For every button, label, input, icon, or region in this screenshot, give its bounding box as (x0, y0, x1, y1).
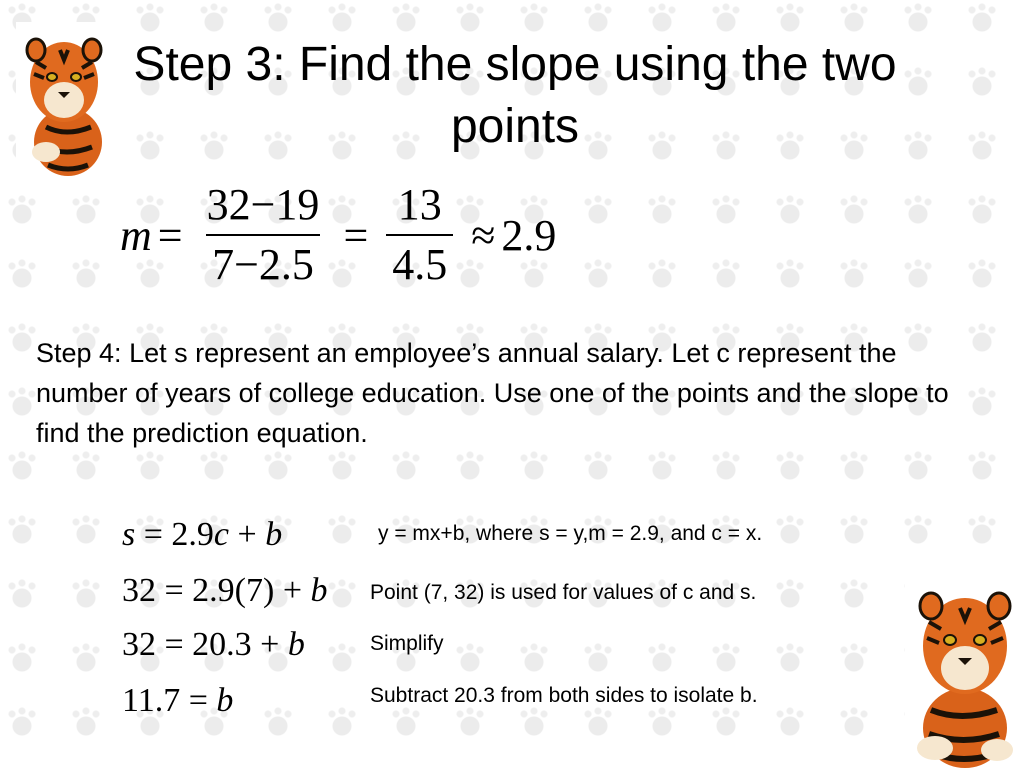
approx-sign: ≈ (471, 210, 496, 260)
equation-math: 11.7 = b (122, 682, 234, 719)
slope-equation (120, 180, 556, 290)
equation-note: Subtract 20.3 from both sides to isolate b. (370, 684, 758, 707)
equation-row (0, 678, 1024, 728)
equation-math: s = 2.9c + b (122, 516, 283, 553)
step4-paragraph: Step 4: Let s represent an employee’s annual salary. Let c represent the number of years of college education. Use one of the points and the slope to find the prediction equation. (36, 338, 949, 448)
equation-math: 32 = 20.3 + b (122, 626, 305, 663)
simplified-fraction (386, 182, 453, 288)
fraction-numerator: 32−19 (206, 180, 320, 229)
equation-row (0, 570, 1024, 620)
slope-result: 2.9 (501, 210, 557, 260)
tiger-mascot-icon (16, 22, 112, 182)
equation-row (0, 512, 1024, 562)
equals-sign: = (157, 210, 183, 260)
equation-note: Simplify (370, 632, 444, 655)
slope-variable: m (120, 210, 152, 260)
equation-row (0, 624, 1024, 674)
fraction-denominator: 4.5 (386, 234, 453, 288)
fraction-numerator: 13 (397, 180, 442, 229)
slide-title: Step 3: Find the slope using the two points (133, 38, 897, 153)
equation-math: 32 = 2.9(7) + b (122, 572, 328, 609)
equals-sign: = (343, 210, 369, 260)
fraction-denominator: 7−2.5 (206, 234, 320, 288)
equation-note: Point (7, 32) is used for values of c and s. (370, 581, 757, 604)
equation-note: y = mx+b, where s = y,m = 2.9, and c = x. (378, 522, 763, 545)
slope-fraction (201, 182, 326, 288)
